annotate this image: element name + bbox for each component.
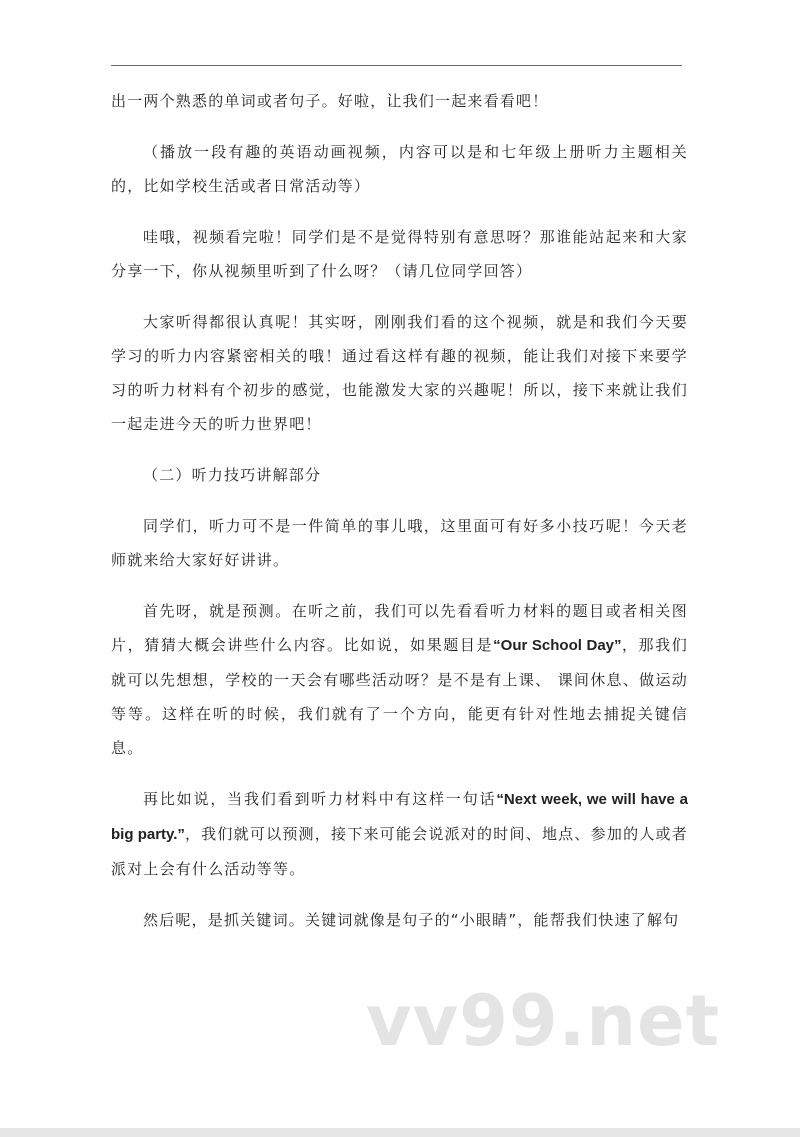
document-body bbox=[111, 84, 688, 954]
paragraph bbox=[111, 594, 688, 765]
page-bottom-edge bbox=[0, 1128, 800, 1137]
paragraph bbox=[111, 509, 688, 577]
paragraph bbox=[111, 135, 688, 203]
paragraph-text: 首先呀，就是预测。在听之前，我们可以先看看听力材料的题目或者相关图片，猜猜大概会讲些什么内容。比如说，如果题目是 bbox=[111, 602, 688, 654]
paragraph bbox=[111, 305, 688, 441]
header-rule bbox=[111, 65, 682, 66]
paragraph-text: 然后呢，是抓关键词。关键词就像是句子的“小眼睛”，能帮我们快速了解句 bbox=[143, 911, 680, 929]
paragraph-text: 哇哦，视频看完啦！同学们是不是觉得特别有意思呀？那谁能站起来和大家分享一下，你从视频里听到了什么呀？（请几位同学回答） bbox=[111, 228, 688, 280]
paragraph-text: （播放一段有趣的英语动画视频，内容可以是和七年级上册听力主题相关的，比如学校生活或者日常活动等） bbox=[111, 143, 688, 195]
section-heading-text: （二）听力技巧讲解部分 bbox=[143, 466, 322, 484]
paragraph bbox=[111, 782, 688, 886]
paragraph bbox=[111, 903, 688, 937]
paragraph-text: ，那我们就可以先想想，学校的一天会有哪些活动呀？是不是有上课、 课间休息、做运动等等。这样在听的时候，我们就有了一个方向，能更有针对性地去捕捉关键信息。 bbox=[111, 636, 688, 757]
paragraph-text: ，我们就可以预测，接下来可能会说派对的时间、地点、参加的人或者派对上会有什么活动等等。 bbox=[111, 825, 688, 878]
paragraph-text: 再比如说，当我们看到听力材料中有这样一句话 bbox=[143, 790, 497, 808]
paragraph-text: 大家听得都很认真呢！其实呀，刚刚我们看的这个视频，就是和我们今天要学习的听力内容紧密相关的哦！通过看这样有趣的视频，能让我们对接下来要学习的听力材料有个初步的感觉，也能激发大家的兴趣呢！所以，接下来就让我们一起走进今天的听力世界吧！ bbox=[111, 313, 688, 433]
paragraph-text: 出一两个熟悉的单词或者句子。好啦，让我们一起来看看吧！ bbox=[111, 92, 549, 110]
watermark: vv99.net bbox=[366, 980, 721, 1062]
paragraph-text: 同学们，听力可不是一件简单的事儿哦，这里面可有好多小技巧呢！今天老师就来给大家好好讲讲。 bbox=[111, 517, 688, 569]
english-example: “Next week, we will have a big party.” bbox=[111, 791, 688, 843]
paragraph bbox=[111, 84, 688, 118]
section-heading bbox=[111, 458, 688, 492]
paragraph bbox=[111, 220, 688, 288]
english-example: “Our School Day” bbox=[493, 637, 622, 654]
